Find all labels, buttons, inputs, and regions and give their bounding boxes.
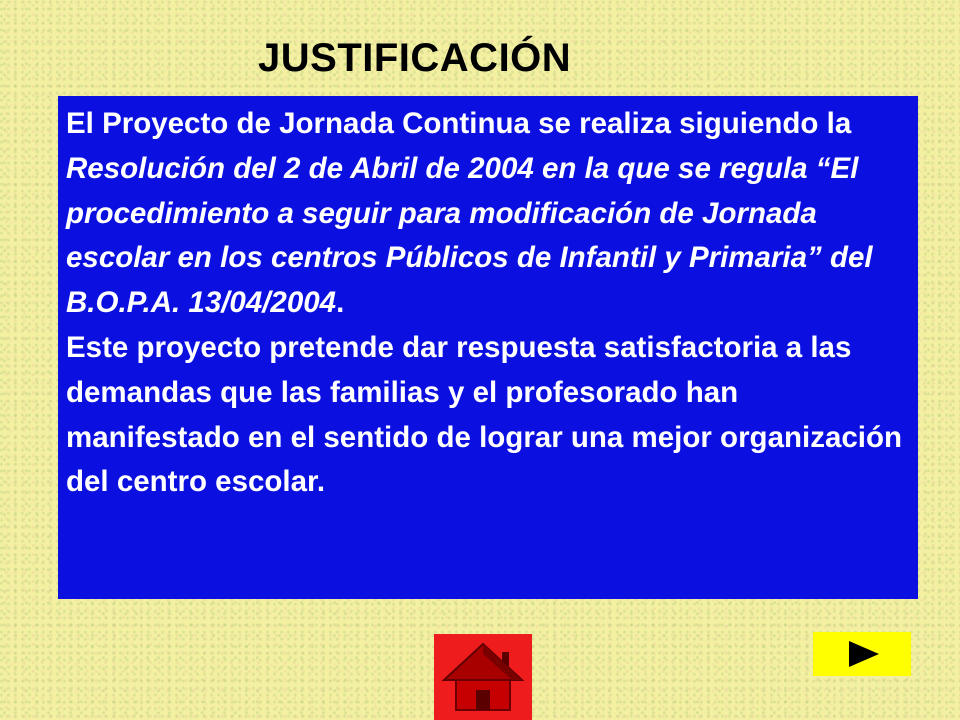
resolution-reference: Resolución del 2 de Abril de 2004 en la que se regula “El procedimiento a seguir para modificación de Jornada escolar en los centros Públicos de Infantil y Primaria” del B.O.P.A. 13/04/2004 — [66, 151, 873, 320]
house-icon — [434, 634, 532, 720]
play-arrow-icon — [813, 632, 911, 676]
next-button[interactable] — [813, 632, 911, 676]
content-textbox — [58, 96, 918, 599]
paragraph-2: Este proyecto pretende dar respuesta satisfactoria a las demandas que las familias y el profesorado han manifestado en el sentido de lograr una mejor organización del centro escolar. — [66, 330, 902, 499]
paragraph-1-text: El Proyecto de Jornada Continua se realiza siguiendo la — [66, 107, 852, 140]
paragraph-1-end: . — [336, 286, 345, 320]
paragraph-1 — [66, 102, 908, 326]
slide-title: JUSTIFICACIÓN — [258, 36, 572, 80]
home-button[interactable] — [434, 634, 532, 720]
